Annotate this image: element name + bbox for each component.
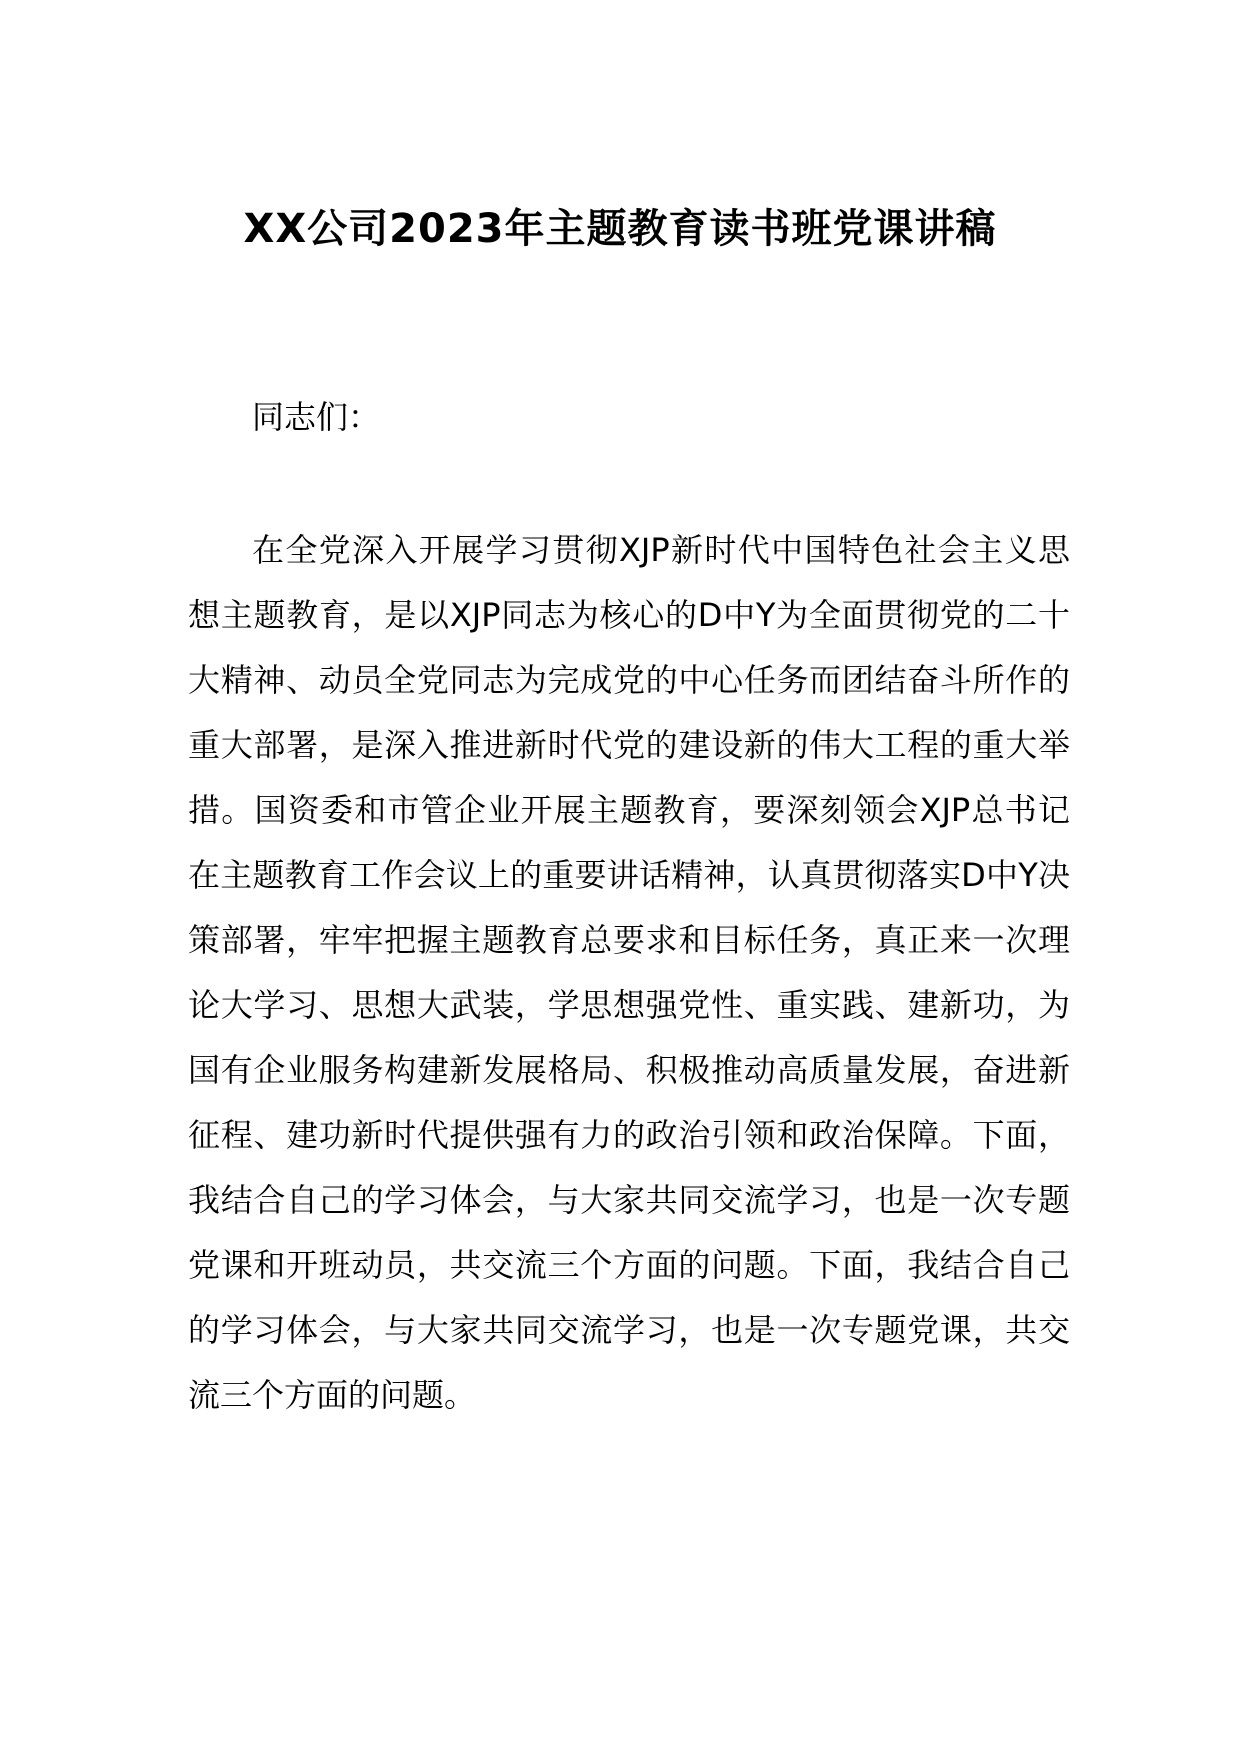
document-title: XX公司2023年主题教育读书班党课讲稿 (243, 206, 997, 252)
body-paragraph: 在全党深入开展学习贯彻XJP新时代中国特色社会主义思想主题教育，是以XJP同志为核心的D中Y为全面贯彻党的二十大精神、动员全党同志为完成党的中心任务而团结奋斗所作的重大部署，是深入推进新时代党的建设新的伟大工程的重大举措。国资委和市管企业开展主题教育，要深刻领会XJP总书记在主题教育工作会议上的重要讲话精神，认真贯彻落实D中Y决策部署，牢牢把握主题教育总要求和目标任务，真正来一次理论大学习、思想大武装，学思想强党性、重实践、建新功，为国有企业服务构建新发展格局、积极推动高质量发展，奋进新征程、建功新时代提供强有力的政治引领和政治保障。下面，我结合自己的学习体会，与大家共同交流学习，也是一次专题党课和开班动员，共交流三个方面的问题。下面，我结合自己的学习体会，与大家共同交流学习，也是一次专题党课，共交流三个方面的问题。 (188, 531, 1070, 1414)
salutation: 同志们： (252, 398, 381, 436)
